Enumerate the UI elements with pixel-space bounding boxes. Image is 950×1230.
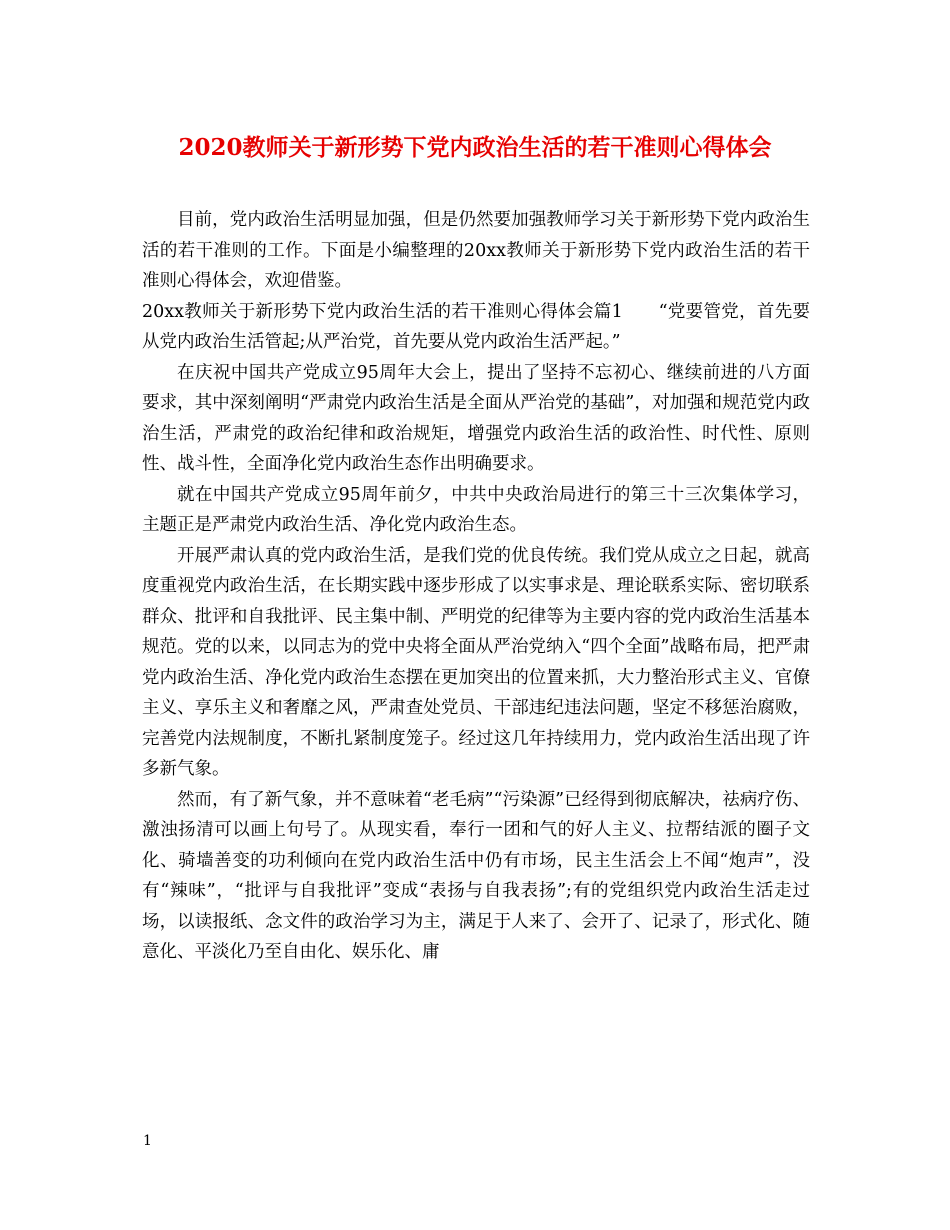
paragraph-section-heading: 20xx教师关于新形势下党内政治生活的若干准则心得体会篇1 “党要管党，首先要从党内政治生活管起;从严治党，首先要从党内政治生活严起。” — [142, 301, 810, 352]
page-number: 1 — [143, 1133, 152, 1149]
paragraph-intro: 目前，党内政治生活明显加强，但是仍然要加强教师学习关于新形势下党内政治生活的若干准则的工作。下面是小编整理的20xx教师关于新形势下党内政治生活的若干准则心得体会，欢迎借鉴。 — [142, 210, 810, 291]
paragraph-body: 在庆祝中国共产党成立95周年大会上，提出了坚持不忘初心、继续前进的八方面要求，其中深刻阐明“严肃党内政治生活是全面从严治党的基础”，对加强和规范党内政治生活，严肃党的政治纪律和政治规矩，增强党内政治生活的政治性、时代性、原则性、战斗性，全面净化党内政治生态作出明确要求。 — [142, 362, 810, 474]
paragraph-body: 就在中国共产党成立95周年前夕，中共中央政治局进行的第三十三次集体学习，主题正是严肃党内政治生活、净化党内政治生态。 — [142, 484, 810, 535]
paragraph-body: 然而，有了新气象，并不意味着“老毛病”“污染源”已经得到彻底解决，祛病疗伤、激浊扬清可以画上句号了。从现实看，奉行一团和气的好人主义、拉帮结派的圈子文化、骑墙善变的功利倾向在党内政治生活中仍有市场，民主生活会上不闻“炮声”，没有“辣味”，“批评与自我批评”变成“表扬与自我表扬”;有的党组织党内政治生活走过场，以读报纸、念文件的政治学习为主，满足于人来了、会开了、记录了，形式化、随意化、平淡化乃至自由化、娱乐化、庸 — [142, 789, 810, 962]
document-title: 2020教师关于新形势下党内政治生活的若干准则心得体会 — [178, 134, 772, 161]
paragraph-body: 开展严肃认真的党内政治生活，是我们党的优良传统。我们党从成立之日起，就高度重视党内政治生活，在长期实践中逐步形成了以实事求是、理论联系实际、密切联系群众、批评和自我批评、民主集中制、严明党的纪律等为主要内容的党内政治生活基本规范。党的以来，以同志为的党中央将全面从严治党纳入“四个全面”战略布局，把严肃党内政治生活、净化党内政治生态摆在更加突出的位置来抓，大力整治形式主义、官僚主义、享乐主义和奢靡之风，严肃查处党员、干部违纪违法问题，坚定不移惩治腐败，完善党内法规制度，不断扎紧制度笼子。经过这几年持续用力，党内政治生活出现了许多新气象。 — [142, 545, 810, 779]
document-body — [142, 205, 810, 968]
